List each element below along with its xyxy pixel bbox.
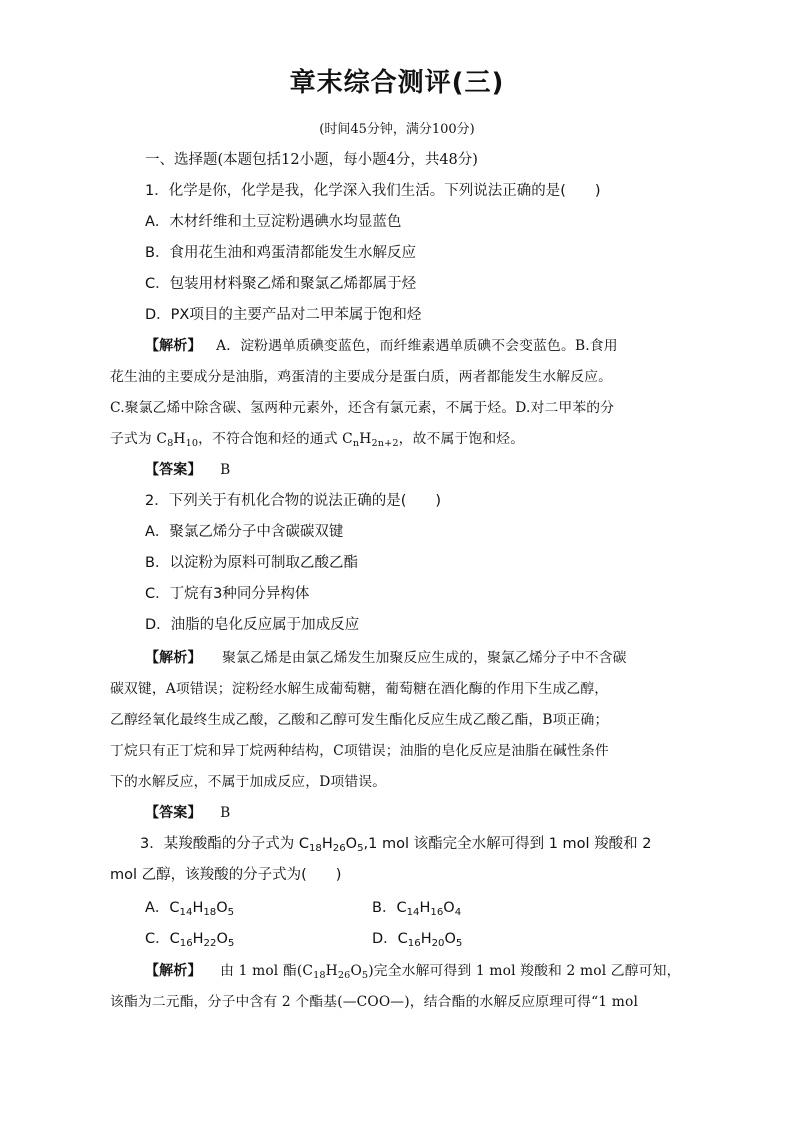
q1-analysis-line-1: 【解析】 A．淀粉遇单质碘变蓝色，而纤维素遇单质碘不会变蓝色。B.食用	[145, 338, 618, 354]
q3-option-a: A．$C_{14}H_{18}O_5$	[145, 900, 235, 918]
q1-option-a: A．木材纤维和土豆淀粉遇碘水均显蓝色	[145, 214, 402, 230]
q1-stem: 1．化学是你，化学是我，化学深入我们生活。下列说法正确的是( )	[145, 183, 601, 199]
q2-answer-value: B	[220, 805, 231, 821]
q3-options-row-1	[145, 898, 720, 918]
answer-tag: 【答案】	[145, 805, 202, 821]
q1-option-b: B．食用花生油和鸡蛋清都能发生水解反应	[145, 245, 416, 261]
page-title: 章末综合测评(三)	[289, 68, 505, 98]
q1-answer	[145, 460, 720, 480]
q2-option-b: B．以淀粉为原料可制取乙酸乙酯	[145, 555, 358, 571]
q2-option-c: C．丁烷有3种同分异构体	[145, 586, 310, 602]
q2-option-a: A．聚氯乙烯分子中含碳碳双键	[145, 524, 344, 540]
q2-option-d: D．油脂的皂化反应属于加成反应	[145, 617, 360, 633]
q2-analysis-line-2: 碳双键，A项错误；淀粉经水解生成葡萄糖，葡萄糖在酒化酶的作用下生成乙醇，	[110, 681, 609, 697]
q3-option-d: D．$C_{16}H_{20}O_5$	[372, 931, 463, 949]
analysis-tag: 【解析】	[145, 650, 202, 666]
q3-stem-line-1: 3．某羧酸酯的分子式为 $C_{18}H_{26}O_5,1$ mol 该酯完全水解可得到 1 mol 羧酸和 2	[140, 836, 652, 854]
q3-option-c: C．$C_{16}H_{22}O_5$	[145, 931, 235, 949]
q1-answer-value: B	[220, 462, 231, 478]
q1-analysis-line-4: 子式为 $C_8H_{10}$，不符合饱和烃的通式 $C_nH_{2n+2}$，故不属于饱和烃。	[110, 431, 525, 449]
q2-stem: 2．下列关于有机化合物的说法正确的是( )	[145, 493, 442, 509]
q3-analysis-line-1: 【解析】 由 1 mol 酯$(C_{18}H_{26}O_5)$完全水解可得到 1 mol 羧酸和 2 mol 乙醇可知，	[145, 963, 681, 981]
q3-stem-line-2: mol 乙醇，该羧酸的分子式为( )	[110, 867, 342, 883]
q2-analysis-line-4: 丁烷只有正丁烷和异丁烷两种结构，C项错误；油脂的皂化反应是油脂在碱性条件	[110, 743, 609, 759]
q2-analysis-line-1: 【解析】 聚氯乙烯是由氯乙烯发生加聚反应生成的，聚氯乙烯分子中不含碳	[145, 650, 627, 666]
q1-option-c: C．包装用材料聚乙烯和聚氯乙烯都属于烃	[145, 276, 417, 292]
q3-option-b: B．$C_{14}H_{16}O_4$	[372, 900, 462, 918]
analysis-tag: 【解析】	[145, 963, 202, 979]
section-heading: 一、选择题(本题包括12小题，每小题4分，共48分)	[145, 152, 478, 168]
q1-analysis-line-3: C.聚氯乙烯中除含碳、氢两种元素外，还含有氯元素，不属于烃。D.对二甲苯的分	[110, 400, 615, 416]
q2-answer	[145, 803, 720, 823]
q2-analysis-line-3: 乙醇经氧化最终生成乙酸，乙酸和乙醇可发生酯化反应生成乙酸乙酯，B项正确；	[110, 712, 609, 728]
q2-analysis-line-5: 下的水解反应，不属于加成反应，D项错误。	[110, 774, 387, 790]
q1-analysis-line-2: 花生油的主要成分是油脂，鸡蛋清的主要成分是蛋白质，两者都能发生水解反应。	[110, 369, 613, 385]
answer-tag: 【答案】	[145, 462, 202, 478]
q3-options-row-2	[145, 929, 720, 949]
test-info: (时间45分钟，满分100分)	[319, 122, 475, 137]
q3-analysis-line-2: 该酯为二元酯，分子中含有 2 个酯基(—COO—)，结合酯的水解反应原理可得“1 mol	[110, 994, 639, 1010]
q1-option-d: D．PX项目的主要产品对二甲苯属于饱和烃	[145, 307, 422, 323]
analysis-tag: 【解析】	[145, 338, 202, 354]
